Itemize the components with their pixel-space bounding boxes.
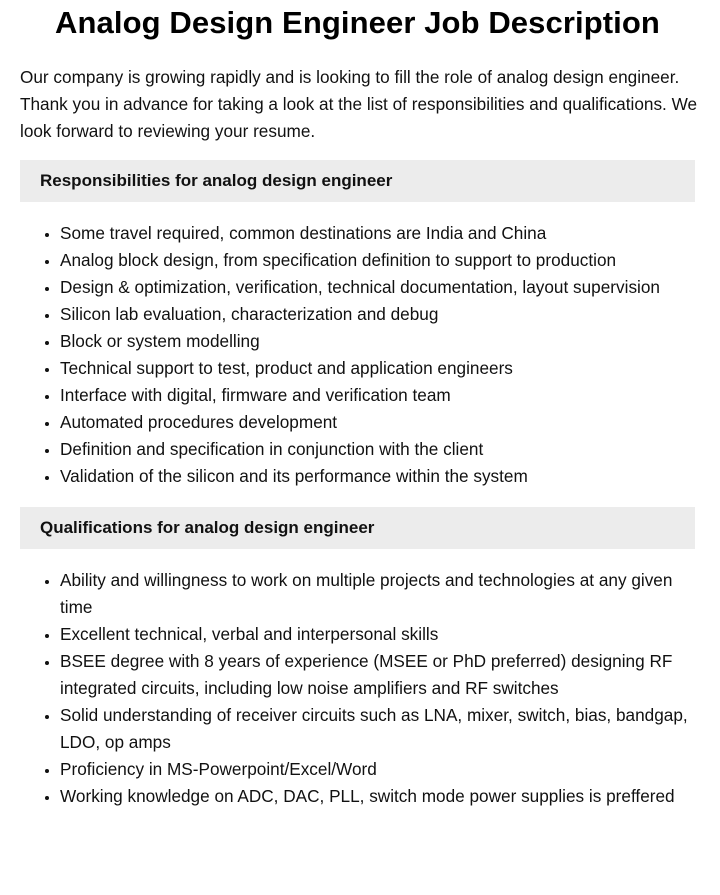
list-item: • Block or system modelling — [60, 328, 700, 355]
responsibilities-header: Responsibilities for analog design engineer — [20, 160, 695, 202]
list-item: • Some travel required, common destinations are India and China — [60, 220, 700, 247]
list-item: • Proficiency in MS-Powerpoint/Excel/Word — [60, 756, 700, 783]
list-item: • Definition and specification in conjunction with the client — [60, 436, 700, 463]
qualifications-list — [20, 567, 700, 810]
list-item: • Ability and willingness to work on multiple projects and technologies at any given time — [60, 567, 700, 621]
list-item: • Validation of the silicon and its performance within the system — [60, 463, 700, 490]
responsibilities-list — [20, 220, 700, 490]
intro-paragraph: Our company is growing rapidly and is looking to fill the role of analog design engineer. Thank you in advance for taking a look at the list of responsibilities and qualifications. We look forward to reviewing your resume. — [20, 67, 698, 141]
list-item: • Solid understanding of receiver circuits such as LNA, mixer, switch, bias, bandgap, LDO, op amps — [60, 702, 700, 756]
list-item: • Automated procedures development — [60, 409, 700, 436]
list-item: • Silicon lab evaluation, characterization and debug — [60, 301, 700, 328]
list-item: • Working knowledge on ADC, DAC, PLL, switch mode power supplies is preffered — [60, 783, 700, 810]
qualifications-header: Qualifications for analog design engineer — [20, 507, 695, 549]
list-item: • Design & optimization, verification, technical documentation, layout supervision — [60, 274, 700, 301]
page-title: Analog Design Engineer Job Description — [55, 5, 660, 40]
list-item: • BSEE degree with 8 years of experience (MSEE or PhD preferred) designing RF integrated circuits, including low noise amplifiers and RF switches — [60, 648, 700, 702]
list-item: • Technical support to test, product and application engineers — [60, 355, 700, 382]
list-item: • Analog block design, from specification definition to support to production — [60, 247, 700, 274]
list-item: • Excellent technical, verbal and interpersonal skills — [60, 621, 700, 648]
list-item: • Interface with digital, firmware and verification team — [60, 382, 700, 409]
